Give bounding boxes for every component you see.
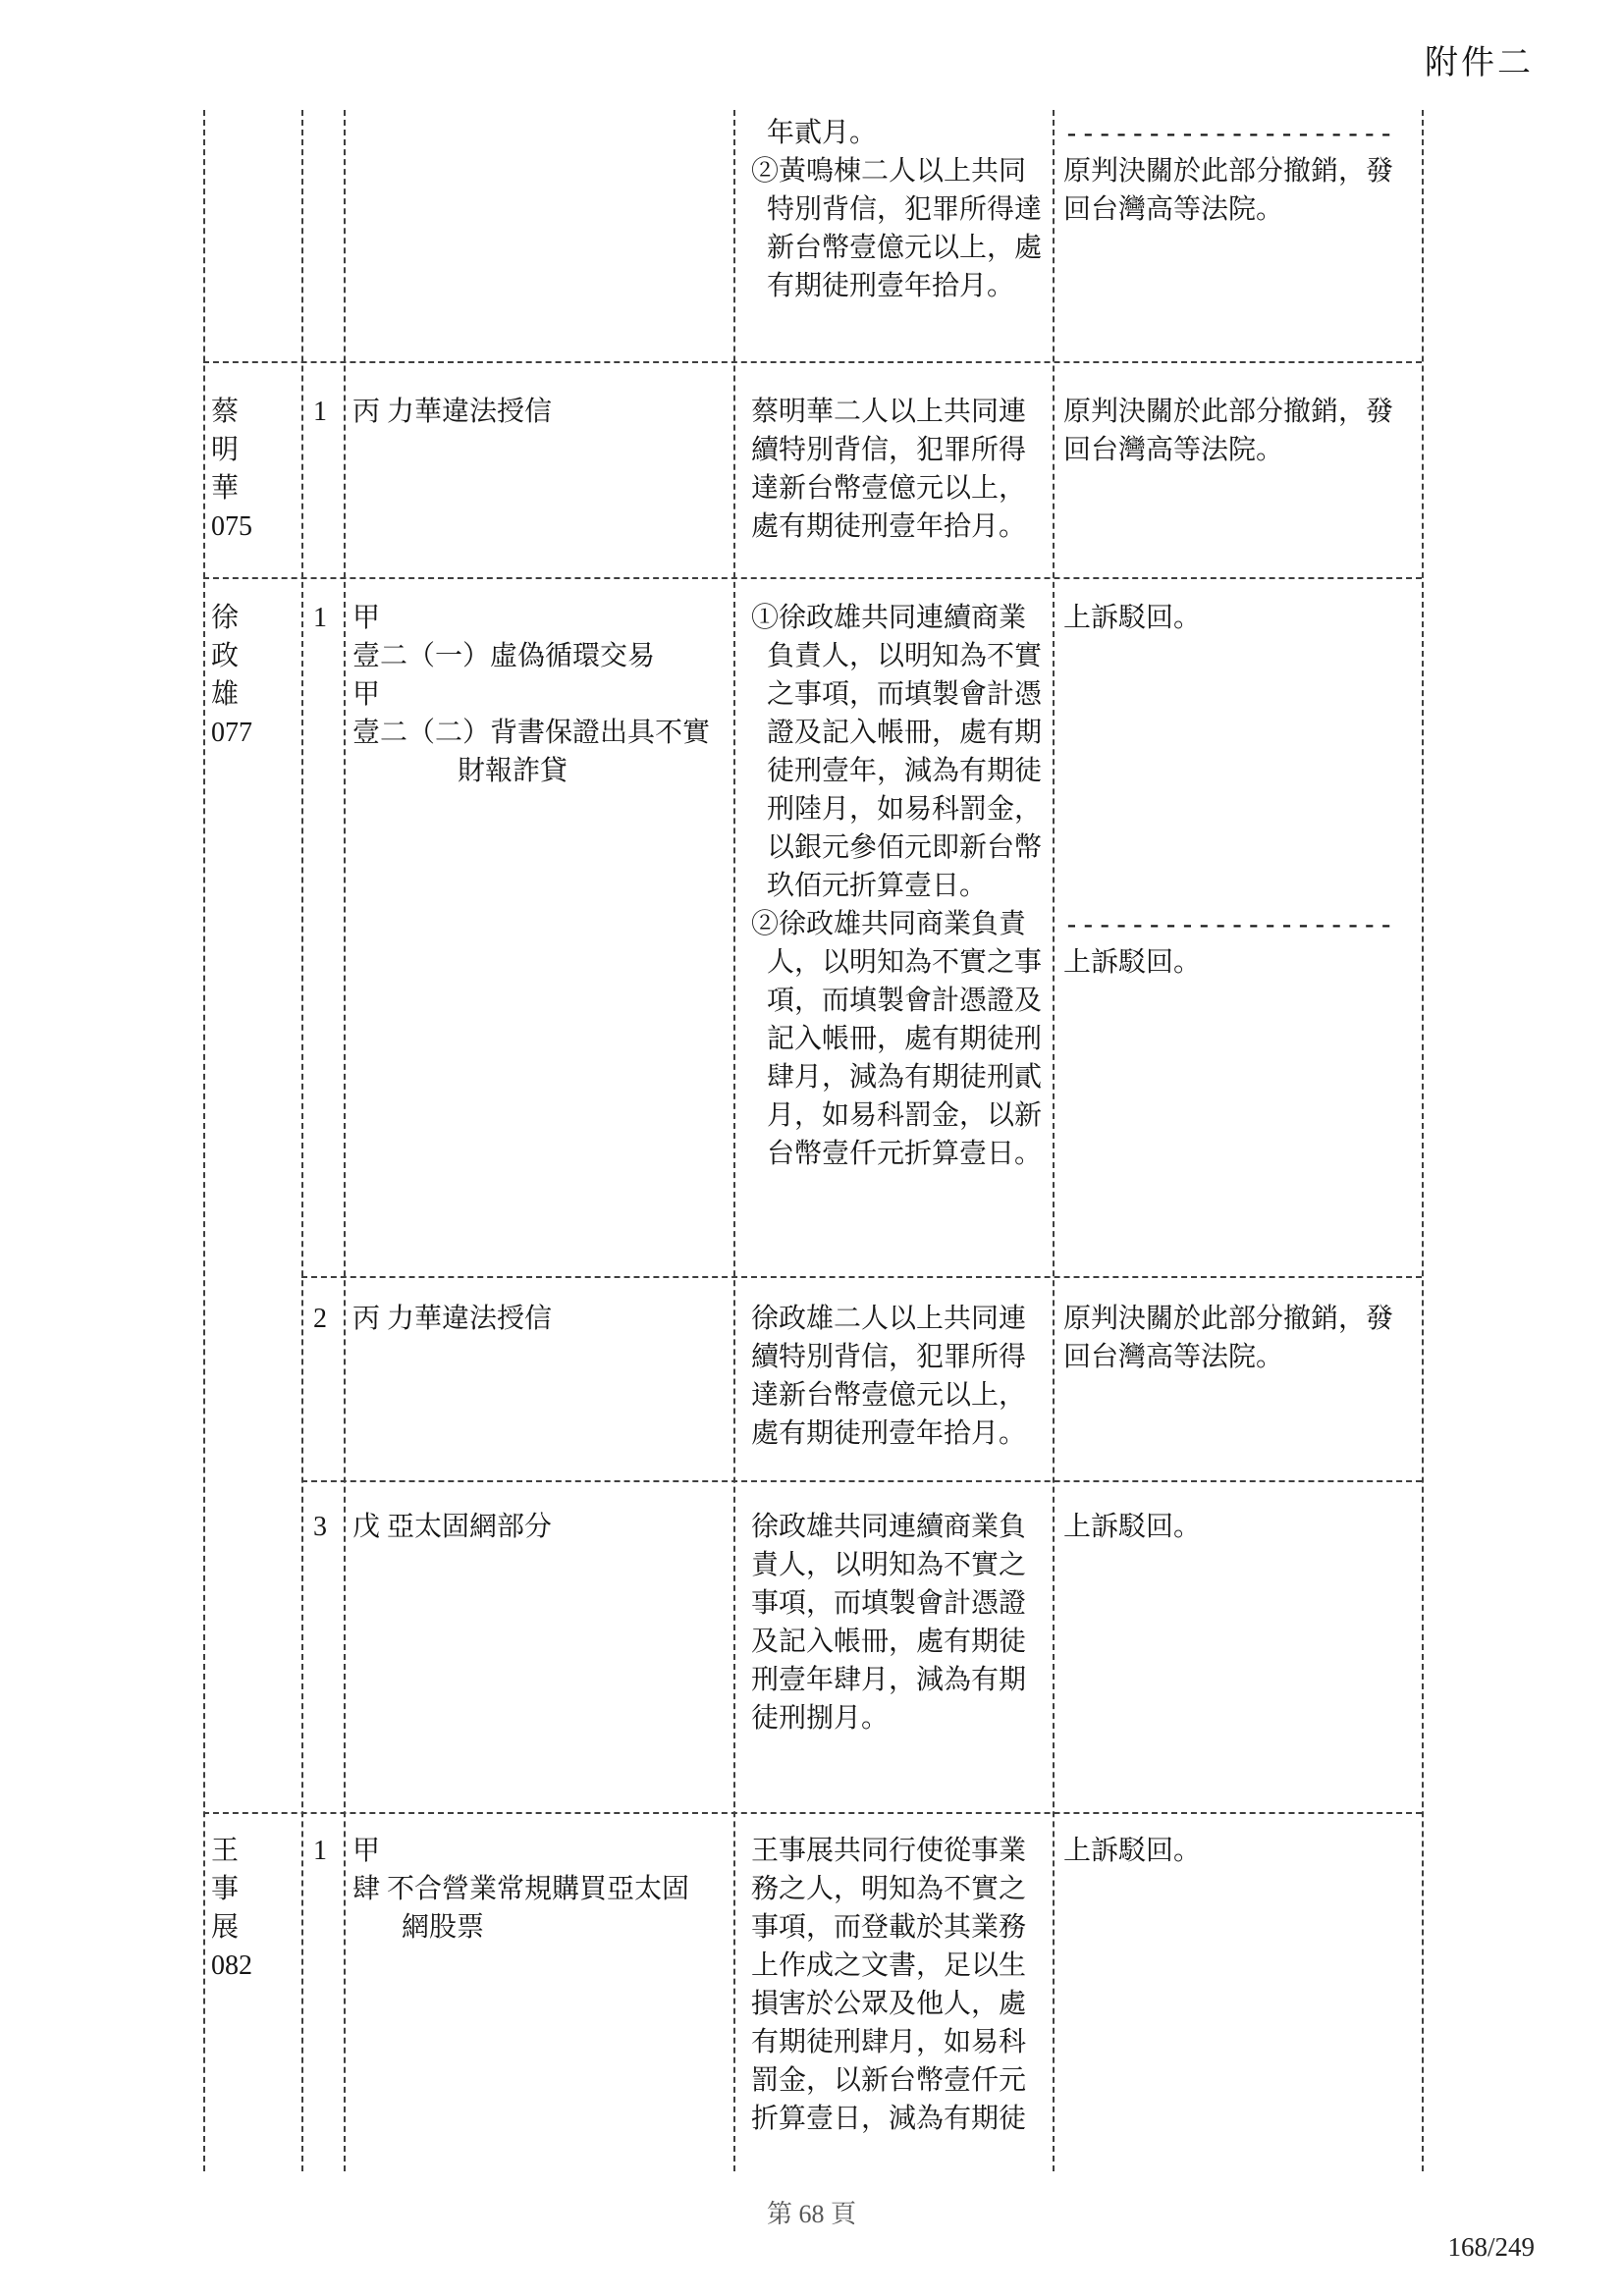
charge-line: 甲 bbox=[352, 679, 381, 710]
row-separator bbox=[203, 1812, 1422, 1814]
defendant-name-char: 華 bbox=[211, 473, 240, 504]
page-footer-label: 第 68 頁 bbox=[766, 2200, 856, 2228]
table-vertical-rule bbox=[301, 110, 303, 2171]
defendant-name-cell bbox=[211, 1832, 301, 1985]
judgment-text: 王事展共同行使從事業務之人，明知為不實之事項，而登載於其業務上作成之文書，足以生損害於公眾及他人，處有期徒刑肆月，如易科罰金，以新台幣壹仟元折算壹日，減為有期徒 bbox=[751, 1836, 1027, 2134]
defendant-name-char: 徐 bbox=[211, 603, 240, 633]
judgment-text: 徐政雄二人以上共同連續特別背信，犯罪所得達新台幣壹億元以上，處有期徒刑壹年拾月。 bbox=[751, 1304, 1027, 1449]
result-text: 上訴駁回。 bbox=[1063, 1512, 1202, 1542]
charge-cell bbox=[352, 1508, 737, 1546]
judgment-item: ②黃鳴棟二人以上共同特別背信，犯罪所得達新台幣壹億元以上，處有期徒刑壹年拾月。 bbox=[751, 156, 1043, 301]
table-vertical-rule bbox=[1422, 110, 1424, 2171]
page-indicator: 168/249 bbox=[1447, 2232, 1535, 2262]
charge-line: 壹二（一）虛偽循環交易 bbox=[352, 641, 656, 671]
table-vertical-rule bbox=[1053, 110, 1055, 2171]
row-separator bbox=[301, 1480, 1422, 1482]
result-cell bbox=[1063, 114, 1413, 229]
defendant-number: 082 bbox=[211, 1950, 252, 1981]
case-item-number: 1 bbox=[313, 397, 327, 427]
defendant-name-char: 王 bbox=[211, 1836, 240, 1866]
case-item-number: 2 bbox=[313, 1304, 327, 1334]
result-text: 上訴駁回。 bbox=[1063, 1836, 1202, 1866]
row-separator bbox=[203, 361, 1422, 363]
result-separator-dashes: -------------------- bbox=[1063, 117, 1395, 149]
result-text: 原判決關於此部分撤銷，發回台灣高等法院。 bbox=[1063, 156, 1394, 225]
result-cell bbox=[1063, 1300, 1413, 1376]
case-item-number: 1 bbox=[313, 603, 327, 633]
charge-cell bbox=[352, 393, 737, 431]
result-spacer bbox=[1063, 637, 1413, 905]
charge-line: 甲 bbox=[352, 603, 381, 633]
case-item-number: 1 bbox=[313, 1836, 327, 1866]
charge-line: 壹二（二）背書保證出具不實 bbox=[352, 718, 711, 748]
judgment-item: ①徐政雄共同連續商業負責人，以明知為不實之事項，而填製會計憑證及記入帳冊，處有期徒刑壹年，減為有期徒刑陸月，如易科罰金，以銀元參佰元即新台幣玖佰元折算壹日。 bbox=[751, 603, 1043, 901]
judgment-cell bbox=[751, 114, 1046, 305]
judgment-cell bbox=[751, 599, 1046, 1173]
defendant-name-char: 雄 bbox=[211, 679, 240, 710]
judgment-cell bbox=[751, 1832, 1046, 2138]
result-cell bbox=[1063, 1832, 1413, 1870]
judgment-cell bbox=[751, 1300, 1046, 1453]
result-cell bbox=[1063, 599, 1413, 982]
defendant-name-cell bbox=[211, 599, 301, 752]
defendant-name-char: 蔡 bbox=[211, 397, 240, 427]
defendant-name-char: 事 bbox=[211, 1874, 240, 1904]
result-cell bbox=[1063, 393, 1413, 469]
charge-line: 丙 力華違法授信 bbox=[352, 1304, 553, 1334]
defendant-name-char: 政 bbox=[211, 641, 240, 671]
row-separator bbox=[203, 577, 1422, 579]
defendant-number: 075 bbox=[211, 511, 252, 542]
result-separator-dashes: -------------------- bbox=[1063, 908, 1395, 940]
charge-line: 財報詐貸 bbox=[458, 756, 568, 786]
judgment-fragment: 年貳月。 bbox=[767, 118, 878, 148]
judgment-item: ②徐政雄共同商業負責人，以明知為不實之事項，而填製會計憑證及記入帳冊，處有期徒刑肆月，減為有期徒刑貳月，如易科罰金，以新台幣壹仟元折算壹日。 bbox=[751, 909, 1043, 1169]
defendant-name-char: 展 bbox=[211, 1912, 240, 1943]
charge-line: 網股票 bbox=[402, 1912, 485, 1943]
charge-cell bbox=[352, 1832, 737, 1947]
defendant-name-char: 明 bbox=[211, 435, 240, 465]
charge-line: 甲 bbox=[352, 1836, 381, 1866]
result-text: 上訴駁回。 bbox=[1063, 603, 1202, 633]
row-separator bbox=[301, 1276, 1422, 1278]
result-text: 原判決關於此部分撤銷，發回台灣高等法院。 bbox=[1063, 1304, 1394, 1372]
result-text: 上訴駁回。 bbox=[1063, 947, 1202, 978]
judgment-text: 徐政雄共同連續商業負責人，以明知為不實之事項，而填製會計憑證及記入帳冊，處有期徒刑壹年肆月，減為有期徒刑捌月。 bbox=[751, 1512, 1027, 1734]
judgment-table bbox=[203, 110, 1422, 2171]
judgment-cell bbox=[751, 393, 1046, 546]
result-text: 原判決關於此部分撤銷，發回台灣高等法院。 bbox=[1063, 397, 1394, 465]
judgment-text: 蔡明華二人以上共同連續特別背信，犯罪所得達新台幣壹億元以上，處有期徒刑壹年拾月。 bbox=[751, 397, 1027, 542]
defendant-name-cell bbox=[211, 393, 301, 546]
case-item-number: 3 bbox=[313, 1512, 327, 1542]
attachment-label: 附件二 bbox=[1425, 45, 1534, 81]
table-vertical-rule bbox=[203, 110, 205, 2171]
result-cell bbox=[1063, 1508, 1413, 1546]
defendant-number: 077 bbox=[211, 718, 252, 748]
charge-cell bbox=[352, 599, 737, 790]
charge-line: 肆 不合營業常規購買亞太固 bbox=[352, 1874, 690, 1904]
charge-cell bbox=[352, 1300, 737, 1338]
charge-line: 丙 力華違法授信 bbox=[352, 397, 553, 427]
judgment-cell bbox=[751, 1508, 1046, 1737]
charge-line: 戊 亞太固網部分 bbox=[352, 1512, 553, 1542]
